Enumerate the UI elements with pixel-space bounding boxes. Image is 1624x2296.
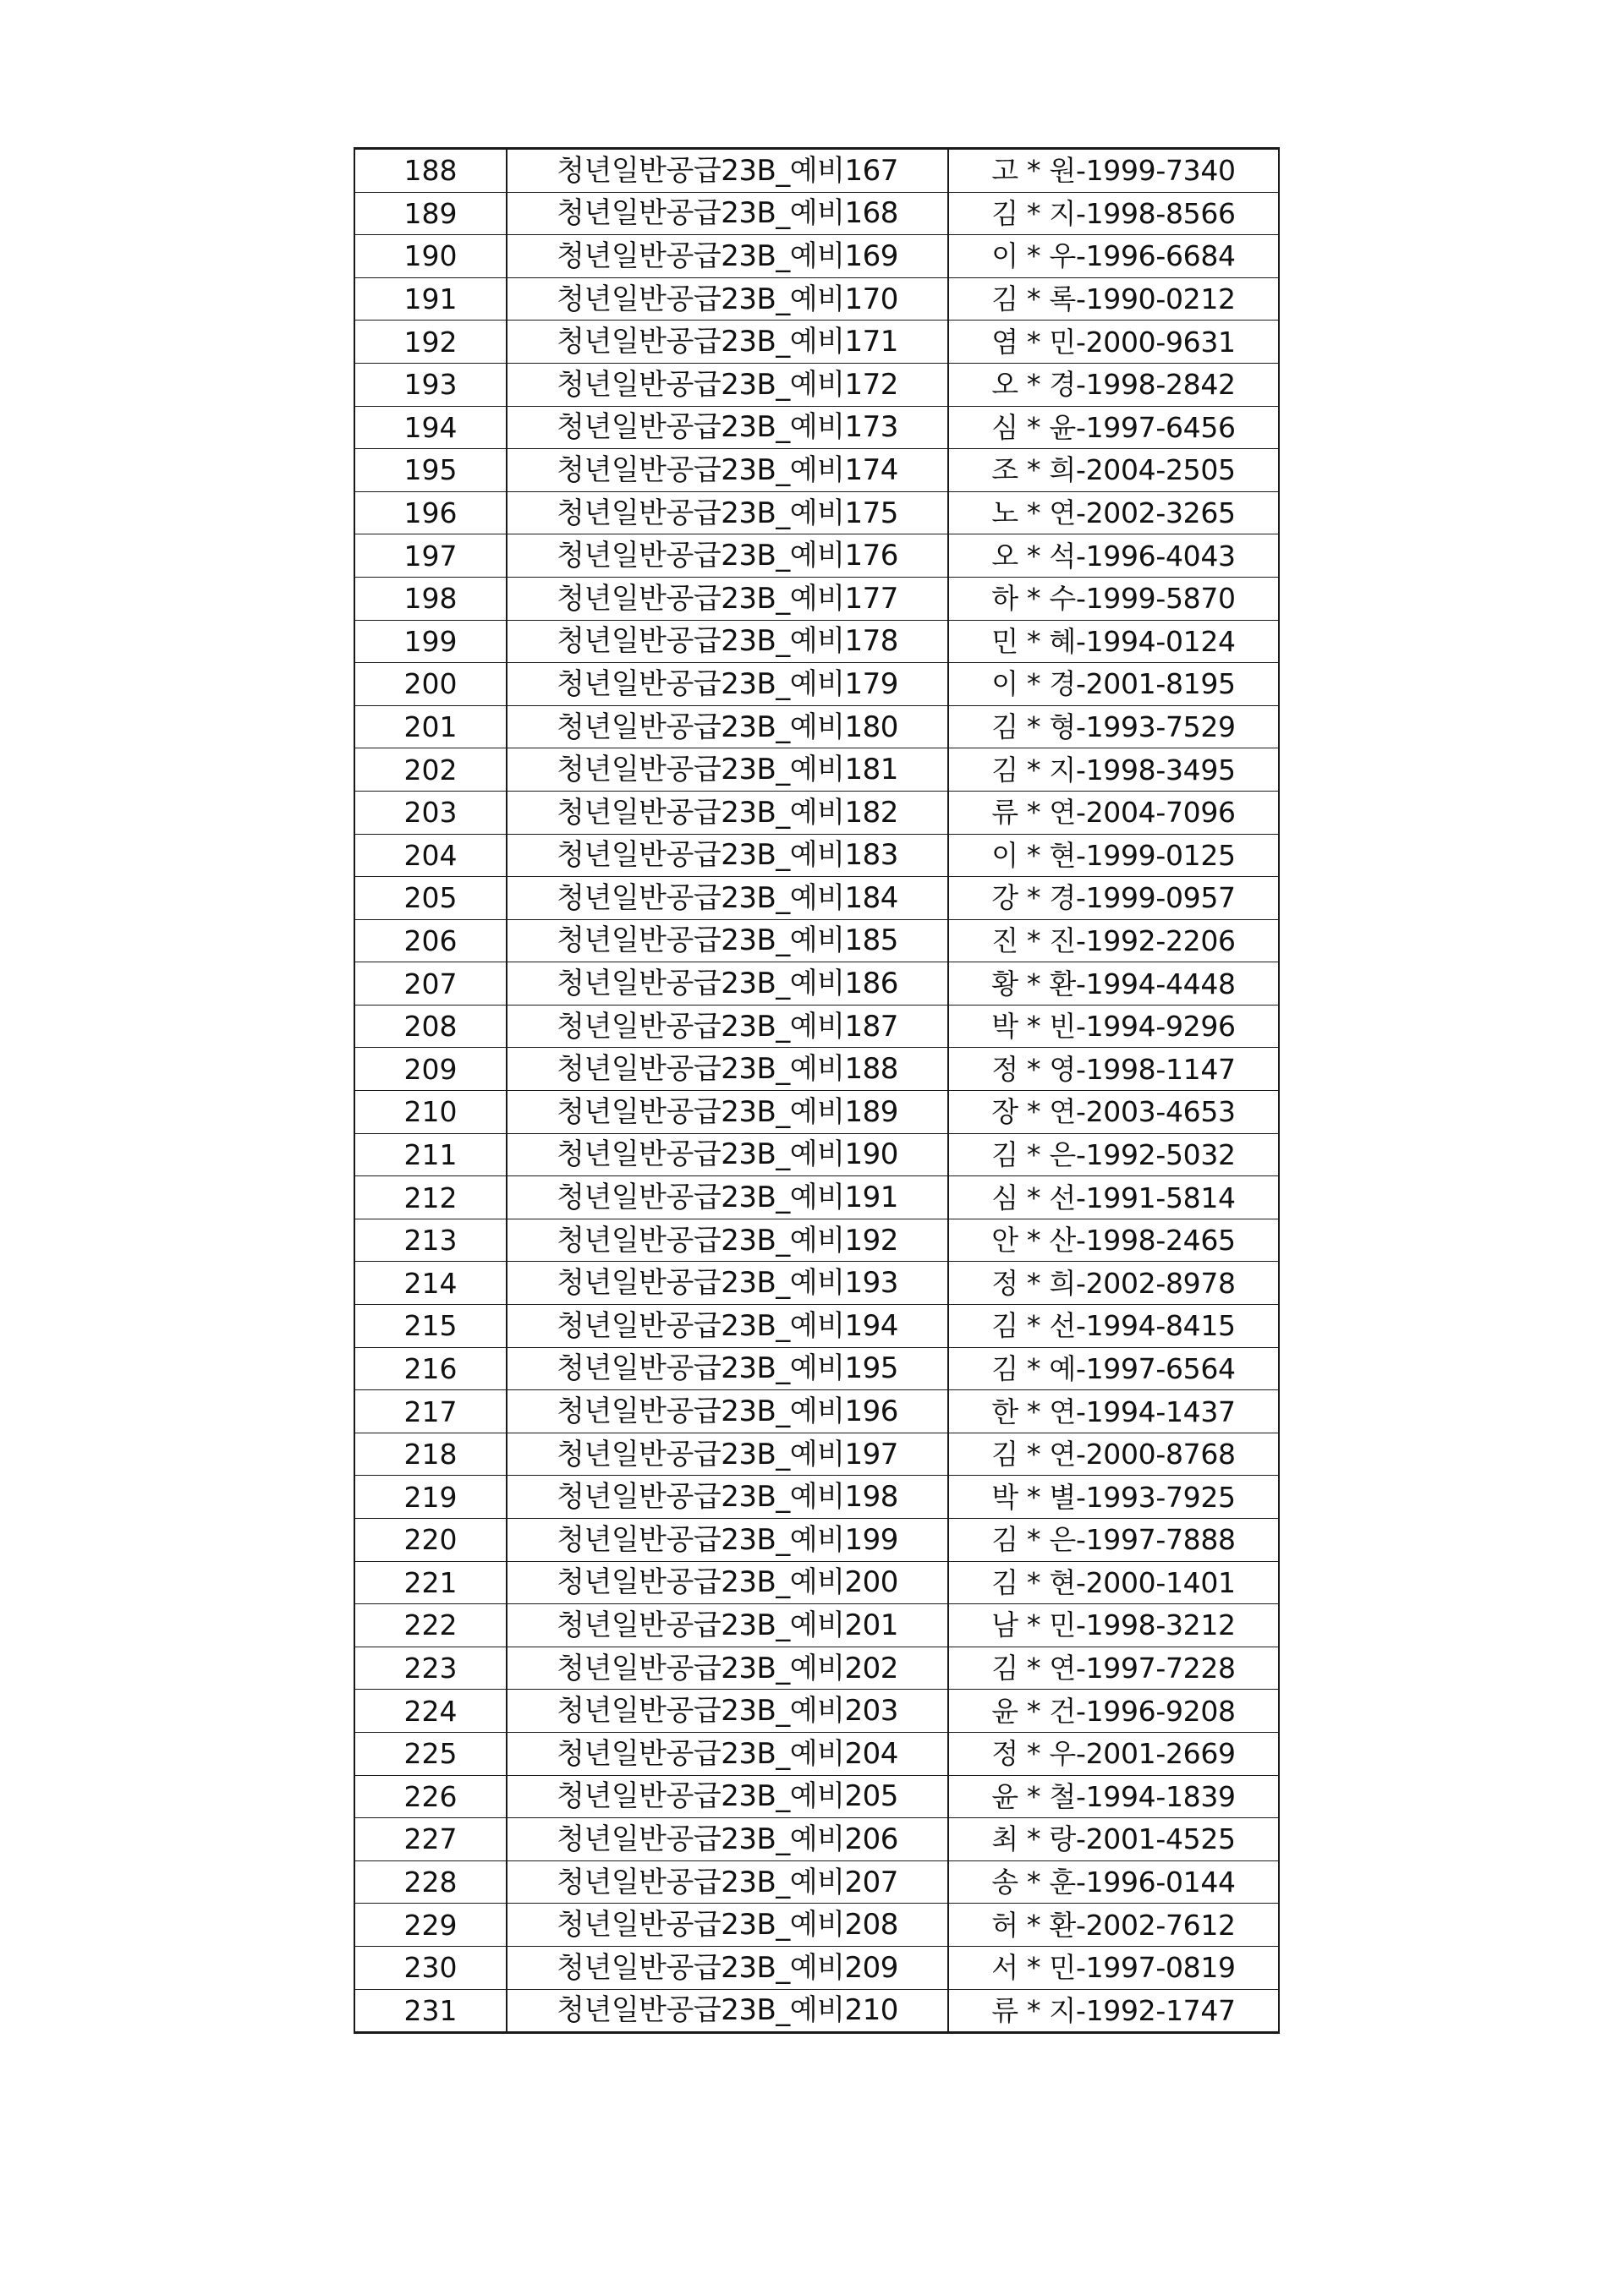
row-number-cell: 200	[354, 663, 507, 706]
table-row	[354, 834, 1279, 877]
row-number-cell: 190	[354, 235, 507, 278]
table-row	[354, 1946, 1279, 1989]
row-number-cell: 193	[354, 363, 507, 406]
category-cell: 청년일반공급23B_예비167	[507, 149, 948, 193]
table-row	[354, 1690, 1279, 1733]
applicant-cell: 김 * 록-1990-0212	[948, 277, 1279, 321]
table-row	[354, 1133, 1279, 1176]
table-row	[354, 1519, 1279, 1562]
row-number-cell: 215	[354, 1305, 507, 1348]
table-row	[354, 192, 1279, 235]
category-cell: 청년일반공급23B_예비195	[507, 1347, 948, 1390]
row-number-cell: 195	[354, 449, 507, 492]
table-row	[354, 877, 1279, 920]
applicant-cell: 김 * 지-1998-8566	[948, 192, 1279, 235]
applicant-cell: 허 * 환-2002-7612	[948, 1904, 1279, 1947]
applicant-cell: 김 * 선-1994-8415	[948, 1305, 1279, 1348]
category-cell: 청년일반공급23B_예비171	[507, 321, 948, 364]
table-row	[354, 235, 1279, 278]
applicant-cell: 윤 * 철-1994-1839	[948, 1775, 1279, 1818]
table-row	[354, 577, 1279, 620]
table-row	[354, 1775, 1279, 1818]
applicant-cell: 안 * 산-1998-2465	[948, 1219, 1279, 1262]
category-cell: 청년일반공급23B_예비184	[507, 877, 948, 920]
category-cell: 청년일반공급23B_예비210	[507, 1989, 948, 2033]
row-number-cell: 222	[354, 1604, 507, 1647]
row-number-cell: 229	[354, 1904, 507, 1947]
row-number-cell: 220	[354, 1519, 507, 1562]
table-row	[354, 449, 1279, 492]
category-cell: 청년일반공급23B_예비169	[507, 235, 948, 278]
applicant-cell: 노 * 연-2002-3265	[948, 491, 1279, 534]
row-number-cell: 205	[354, 877, 507, 920]
row-number-cell: 226	[354, 1775, 507, 1818]
category-cell: 청년일반공급23B_예비183	[507, 834, 948, 877]
row-number-cell: 211	[354, 1133, 507, 1176]
table-row	[354, 363, 1279, 406]
applicant-cell: 정 * 희-2002-8978	[948, 1262, 1279, 1305]
applicant-cell: 조 * 희-2004-2505	[948, 449, 1279, 492]
row-number-cell: 221	[354, 1561, 507, 1604]
table-row	[354, 1176, 1279, 1219]
applicant-cell: 오 * 석-1996-4043	[948, 534, 1279, 578]
category-cell: 청년일반공급23B_예비177	[507, 577, 948, 620]
table-row	[354, 149, 1279, 193]
row-number-cell: 188	[354, 149, 507, 193]
category-cell: 청년일반공급23B_예비191	[507, 1176, 948, 1219]
category-cell: 청년일반공급23B_예비174	[507, 449, 948, 492]
applicant-cell: 이 * 경-2001-8195	[948, 663, 1279, 706]
category-cell: 청년일반공급23B_예비206	[507, 1818, 948, 1861]
row-number-cell: 206	[354, 919, 507, 962]
category-cell: 청년일반공급23B_예비196	[507, 1390, 948, 1433]
applicant-cell: 류 * 지-1992-1747	[948, 1989, 1279, 2033]
row-number-cell: 219	[354, 1476, 507, 1519]
category-cell: 청년일반공급23B_예비188	[507, 1048, 948, 1091]
table-row	[354, 321, 1279, 364]
applicant-cell: 류 * 연-2004-7096	[948, 791, 1279, 834]
row-number-cell: 191	[354, 277, 507, 321]
category-cell: 청년일반공급23B_예비168	[507, 192, 948, 235]
row-number-cell: 203	[354, 791, 507, 834]
category-cell: 청년일반공급23B_예비207	[507, 1860, 948, 1904]
applicant-cell: 김 * 은-1997-7888	[948, 1519, 1279, 1562]
table-row	[354, 1604, 1279, 1647]
row-number-cell: 209	[354, 1048, 507, 1091]
table-row	[354, 534, 1279, 578]
row-number-cell: 198	[354, 577, 507, 620]
row-number-cell: 231	[354, 1989, 507, 2033]
applicant-cell: 박 * 별-1993-7925	[948, 1476, 1279, 1519]
category-cell: 청년일반공급23B_예비170	[507, 277, 948, 321]
row-number-cell: 194	[354, 406, 507, 449]
category-cell: 청년일반공급23B_예비181	[507, 748, 948, 792]
applicant-cell: 서 * 민-1997-0819	[948, 1946, 1279, 1989]
category-cell: 청년일반공급23B_예비173	[507, 406, 948, 449]
table-row	[354, 1005, 1279, 1048]
table-row	[354, 1347, 1279, 1390]
category-cell: 청년일반공급23B_예비194	[507, 1305, 948, 1348]
row-number-cell: 202	[354, 748, 507, 792]
applicant-cell: 남 * 민-1998-3212	[948, 1604, 1279, 1647]
row-number-cell: 225	[354, 1732, 507, 1775]
applicant-cell: 하 * 수-1999-5870	[948, 577, 1279, 620]
row-number-cell: 201	[354, 705, 507, 748]
reserve-list-table	[354, 147, 1280, 2034]
table-row	[354, 791, 1279, 834]
row-number-cell: 223	[354, 1647, 507, 1690]
row-number-cell: 218	[354, 1433, 507, 1476]
category-cell: 청년일반공급23B_예비199	[507, 1519, 948, 1562]
applicant-cell: 송 * 훈-1996-0144	[948, 1860, 1279, 1904]
category-cell: 청년일반공급23B_예비189	[507, 1091, 948, 1134]
table-row	[354, 1048, 1279, 1091]
applicant-cell: 민 * 혜-1994-0124	[948, 620, 1279, 663]
row-number-cell: 212	[354, 1176, 507, 1219]
applicant-cell: 오 * 경-1998-2842	[948, 363, 1279, 406]
applicant-cell: 김 * 예-1997-6564	[948, 1347, 1279, 1390]
table-body	[354, 149, 1279, 2033]
table-row	[354, 1818, 1279, 1861]
row-number-cell: 207	[354, 962, 507, 1006]
category-cell: 청년일반공급23B_예비200	[507, 1561, 948, 1604]
row-number-cell: 196	[354, 491, 507, 534]
category-cell: 청년일반공급23B_예비172	[507, 363, 948, 406]
applicant-cell: 고 * 원-1999-7340	[948, 149, 1279, 193]
applicant-cell: 최 * 랑-2001-4525	[948, 1818, 1279, 1861]
category-cell: 청년일반공급23B_예비178	[507, 620, 948, 663]
applicant-cell: 장 * 연-2003-4653	[948, 1091, 1279, 1134]
category-cell: 청년일반공급23B_예비179	[507, 663, 948, 706]
applicant-cell: 정 * 우-2001-2669	[948, 1732, 1279, 1775]
applicant-cell: 이 * 우-1996-6684	[948, 235, 1279, 278]
applicant-cell: 김 * 지-1998-3495	[948, 748, 1279, 792]
table-row	[354, 1262, 1279, 1305]
applicant-cell: 김 * 현-2000-1401	[948, 1561, 1279, 1604]
row-number-cell: 228	[354, 1860, 507, 1904]
row-number-cell: 210	[354, 1091, 507, 1134]
table-row	[354, 962, 1279, 1006]
applicant-cell: 심 * 선-1991-5814	[948, 1176, 1279, 1219]
row-number-cell: 224	[354, 1690, 507, 1733]
applicant-cell: 김 * 은-1992-5032	[948, 1133, 1279, 1176]
category-cell: 청년일반공급23B_예비193	[507, 1262, 948, 1305]
category-cell: 청년일반공급23B_예비202	[507, 1647, 948, 1690]
table-row	[354, 1989, 1279, 2033]
table-row	[354, 1305, 1279, 1348]
table-row	[354, 1561, 1279, 1604]
applicant-cell: 심 * 윤-1997-6456	[948, 406, 1279, 449]
row-number-cell: 199	[354, 620, 507, 663]
category-cell: 청년일반공급23B_예비180	[507, 705, 948, 748]
applicant-cell: 진 * 진-1992-2206	[948, 919, 1279, 962]
applicant-cell: 황 * 환-1994-4448	[948, 962, 1279, 1006]
table-row	[354, 1860, 1279, 1904]
row-number-cell: 189	[354, 192, 507, 235]
table-row	[354, 277, 1279, 321]
row-number-cell: 197	[354, 534, 507, 578]
applicant-cell: 김 * 연-2000-8768	[948, 1433, 1279, 1476]
category-cell: 청년일반공급23B_예비205	[507, 1775, 948, 1818]
category-cell: 청년일반공급23B_예비182	[507, 791, 948, 834]
row-number-cell: 213	[354, 1219, 507, 1262]
category-cell: 청년일반공급23B_예비192	[507, 1219, 948, 1262]
row-number-cell: 192	[354, 321, 507, 364]
category-cell: 청년일반공급23B_예비209	[507, 1946, 948, 1989]
category-cell: 청년일반공급23B_예비203	[507, 1690, 948, 1733]
row-number-cell: 204	[354, 834, 507, 877]
table-row	[354, 620, 1279, 663]
applicant-cell: 김 * 형-1993-7529	[948, 705, 1279, 748]
category-cell: 청년일반공급23B_예비190	[507, 1133, 948, 1176]
category-cell: 청년일반공급23B_예비197	[507, 1433, 948, 1476]
applicant-cell: 김 * 연-1997-7228	[948, 1647, 1279, 1690]
applicant-cell: 강 * 경-1999-0957	[948, 877, 1279, 920]
applicant-cell: 윤 * 건-1996-9208	[948, 1690, 1279, 1733]
applicant-cell: 한 * 연-1994-1437	[948, 1390, 1279, 1433]
table-row	[354, 1219, 1279, 1262]
table-row	[354, 705, 1279, 748]
table-row	[354, 1476, 1279, 1519]
category-cell: 청년일반공급23B_예비201	[507, 1604, 948, 1647]
category-cell: 청년일반공급23B_예비185	[507, 919, 948, 962]
category-cell: 청년일반공급23B_예비198	[507, 1476, 948, 1519]
table-row	[354, 1732, 1279, 1775]
table-row	[354, 406, 1279, 449]
category-cell: 청년일반공급23B_예비187	[507, 1005, 948, 1048]
row-number-cell: 227	[354, 1818, 507, 1861]
applicant-cell: 정 * 영-1998-1147	[948, 1048, 1279, 1091]
applicant-cell: 염 * 민-2000-9631	[948, 321, 1279, 364]
category-cell: 청년일반공급23B_예비175	[507, 491, 948, 534]
category-cell: 청년일반공급23B_예비208	[507, 1904, 948, 1947]
row-number-cell: 230	[354, 1946, 507, 1989]
table-row	[354, 748, 1279, 792]
row-number-cell: 208	[354, 1005, 507, 1048]
applicant-cell: 이 * 현-1999-0125	[948, 834, 1279, 877]
table-row	[354, 1647, 1279, 1690]
applicant-cell: 박 * 빈-1994-9296	[948, 1005, 1279, 1048]
table-row	[354, 919, 1279, 962]
category-cell: 청년일반공급23B_예비186	[507, 962, 948, 1006]
table-row	[354, 663, 1279, 706]
row-number-cell: 214	[354, 1262, 507, 1305]
table-row	[354, 1390, 1279, 1433]
row-number-cell: 216	[354, 1347, 507, 1390]
category-cell: 청년일반공급23B_예비176	[507, 534, 948, 578]
row-number-cell: 217	[354, 1390, 507, 1433]
table-row	[354, 1433, 1279, 1476]
category-cell: 청년일반공급23B_예비204	[507, 1732, 948, 1775]
table-row	[354, 1904, 1279, 1947]
table-row	[354, 1091, 1279, 1134]
table-row	[354, 491, 1279, 534]
